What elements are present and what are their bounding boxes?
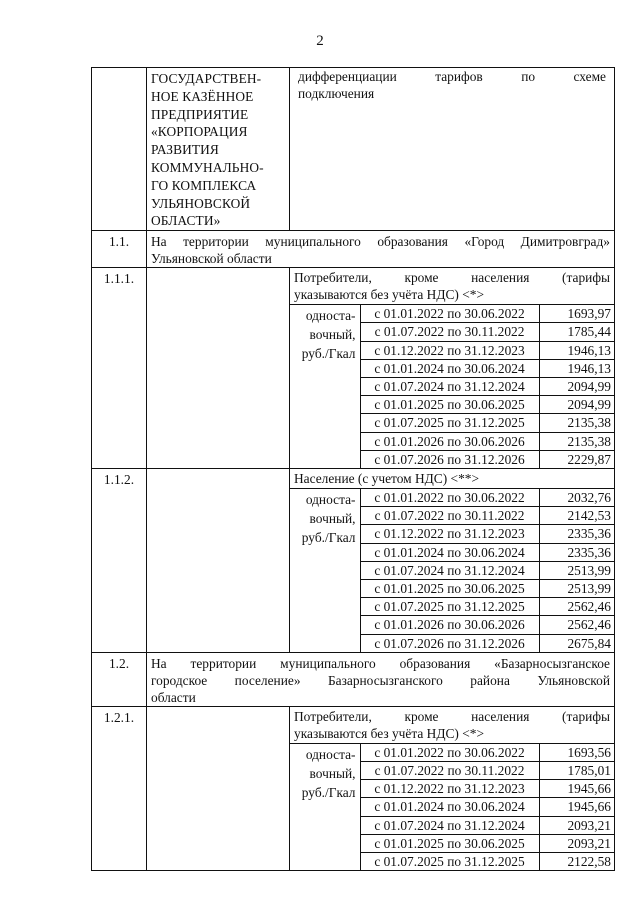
organization-line: КОММУНАЛЬНО- [151, 159, 264, 175]
tariff-unit: односта-вочный, руб./Гкал [290, 489, 360, 652]
tariff-value: 1945,66 [539, 798, 615, 816]
tariff-rate-row [290, 743, 615, 761]
empty-number-cell [92, 68, 147, 231]
tariff-period: с 01.07.2022 по 30.11.2022 [360, 507, 539, 525]
consumer-header-line: Население (с учетом НДС) <**> [294, 471, 480, 486]
tariff-value: 2135,38 [539, 414, 615, 432]
consumer-header-line: указываются без учёта НДС) <*> [294, 725, 485, 741]
consumer-header [290, 707, 614, 743]
tariff-period: с 01.07.2024 по 31.12.2024 [360, 377, 539, 395]
consumer-header-line: Потребители, кроме населения (тарифы [294, 270, 610, 286]
organization-name [147, 68, 290, 231]
tariff-block [290, 469, 615, 653]
tariff-period: с 01.07.2025 по 31.12.2025 [360, 598, 539, 616]
empty-org-cell [147, 268, 290, 469]
tariff-value: 1693,97 [539, 305, 615, 323]
tariff-value: 1945,66 [539, 780, 615, 798]
tariff-value: 2093,21 [539, 834, 615, 852]
organization-line: НОЕ КАЗЁННОЕ [151, 88, 254, 104]
tariff-period: с 01.07.2025 по 31.12.2025 [360, 853, 539, 871]
organization-line: ОБЛАСТИ» [151, 213, 221, 229]
tariff-value: 2142,53 [539, 507, 615, 525]
description-line: подключения [298, 86, 375, 101]
tariff-value: 2562,46 [539, 616, 615, 634]
tariff-period: с 01.12.2022 по 31.12.2023 [360, 780, 539, 798]
tariff-block [290, 706, 615, 870]
tariff-value: 2229,87 [539, 450, 615, 468]
tariff-rates [290, 304, 615, 468]
description-line: дифференциации тарифов по схеме [298, 69, 606, 84]
tariff-rate-row [290, 489, 615, 507]
consumer-header-line: Потребители, кроме населения (тарифы [294, 708, 610, 724]
tariff-block [290, 268, 615, 469]
tariff-period: с 01.07.2025 по 31.12.2025 [360, 414, 539, 432]
tariff-value: 2094,99 [539, 377, 615, 395]
tariff-unit: односта-вочный, руб./Гкал [290, 305, 360, 468]
group-number: 1.1.1. [92, 268, 147, 469]
organization-line: ГОСУДАРСТВЕН- [151, 71, 262, 86]
tariff-period: с 01.07.2024 по 31.12.2024 [360, 561, 539, 579]
page-number: 2 [316, 33, 324, 49]
tariff-value: 2513,99 [539, 580, 615, 598]
consumer-header [290, 268, 614, 304]
tariff-period: с 01.01.2022 по 30.06.2022 [360, 305, 539, 323]
tariff-value: 2093,21 [539, 816, 615, 834]
tariff-period: с 01.07.2026 по 31.12.2026 [360, 634, 539, 652]
tariff-period: с 01.01.2025 по 30.06.2025 [360, 834, 539, 852]
group-number: 1.2.1. [92, 706, 147, 870]
organization-line: «КОРПОРАЦИЯ [151, 124, 248, 140]
tariff-period: с 01.01.2022 по 30.06.2022 [360, 489, 539, 507]
tariff-value: 2122,58 [539, 853, 615, 871]
tariff-period: с 01.01.2024 по 30.06.2024 [360, 798, 539, 816]
section-number: 1.1. [92, 231, 147, 268]
tariff-unit: односта-вочный, руб./Гкал [290, 743, 360, 870]
tariff-value: 1785,44 [539, 323, 615, 341]
empty-org-cell [147, 469, 290, 653]
tariff-period: с 01.12.2022 по 31.12.2023 [360, 525, 539, 543]
tariff-description [290, 68, 615, 231]
tariff-value: 1693,56 [539, 743, 615, 761]
section-number: 1.2. [92, 652, 147, 706]
tariff-period: с 01.01.2025 по 30.06.2025 [360, 396, 539, 414]
section-title-line: Ульяновской области [151, 251, 272, 267]
organization-row [92, 68, 615, 231]
tariff-period: с 01.07.2026 по 31.12.2026 [360, 450, 539, 468]
group-row [92, 706, 615, 870]
consumer-header-line: указываются без учёта НДС) <*> [294, 287, 485, 303]
section-title-line: На территории муниципального образования «Город Димитровград» [151, 234, 610, 250]
tariff-value: 1946,13 [539, 341, 615, 359]
tariff-value: 1785,01 [539, 762, 615, 780]
group-number: 1.1.2. [92, 469, 147, 653]
tariff-rates [290, 488, 615, 652]
organization-line: ПРЕДПРИЯТИЕ [151, 106, 249, 122]
tariff-period: с 01.01.2025 по 30.06.2025 [360, 580, 539, 598]
organization-line: РАЗВИТИЯ [151, 142, 219, 158]
tariff-period: с 01.01.2024 по 30.06.2024 [360, 359, 539, 377]
empty-org-cell [147, 706, 290, 870]
tariff-value: 2335,36 [539, 543, 615, 561]
section-title [147, 231, 615, 268]
tariff-value: 2335,36 [539, 525, 615, 543]
group-row [92, 469, 615, 653]
section-title [147, 652, 615, 706]
tariff-value: 2675,84 [539, 634, 615, 652]
tariff-value: 2094,99 [539, 396, 615, 414]
tariff-value: 2562,46 [539, 598, 615, 616]
tariff-value: 2513,99 [539, 561, 615, 579]
group-row [92, 268, 615, 469]
section-title-line: На территории муниципального образования «Базарносызганское [151, 655, 610, 671]
tariff-rate-row [290, 305, 615, 323]
tariff-rates [290, 743, 615, 870]
tariff-period: с 01.01.2026 по 30.06.2026 [360, 616, 539, 634]
section-row [92, 652, 615, 706]
tariff-period: с 01.07.2022 по 30.11.2022 [360, 323, 539, 341]
tariff-period: с 01.07.2024 по 31.12.2024 [360, 816, 539, 834]
consumer-header [290, 469, 614, 488]
tariff-value: 1946,13 [539, 359, 615, 377]
organization-line: УЛЬЯНОВСКОЙ [151, 195, 251, 211]
tariff-period: с 01.12.2022 по 31.12.2023 [360, 341, 539, 359]
section-row [92, 231, 615, 268]
section-title-line: городское поселение» Базарносызганского района Ульяновской [151, 672, 610, 688]
section-title-line: области [151, 689, 196, 705]
tariff-period: с 01.07.2022 по 30.11.2022 [360, 762, 539, 780]
tariff-period: с 01.01.2026 по 30.06.2026 [360, 432, 539, 450]
organization-line: ГО КОМПЛЕКСА [151, 177, 257, 193]
tariff-value: 2135,38 [539, 432, 615, 450]
tariff-value: 2032,76 [539, 489, 615, 507]
tariff-table [91, 67, 615, 871]
tariff-period: с 01.01.2024 по 30.06.2024 [360, 543, 539, 561]
tariff-period: с 01.01.2022 по 30.06.2022 [360, 743, 539, 761]
